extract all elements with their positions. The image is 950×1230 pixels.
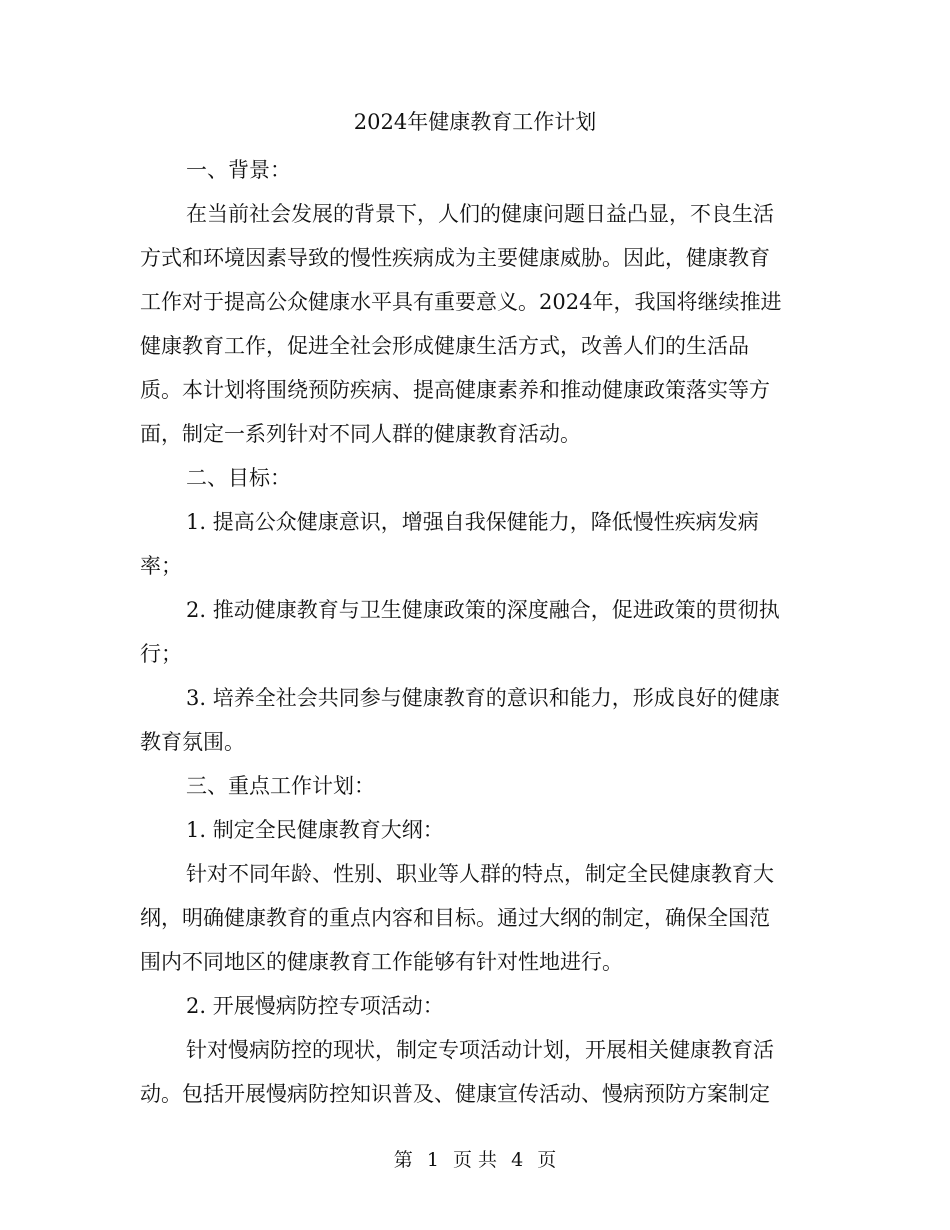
- total-pages-number: 4: [511, 1149, 524, 1171]
- paragraph-line: 3. 培养全社会共同参与健康教育的意识和能力，形成良好的健康: [186, 686, 780, 710]
- paragraph: [140, 588, 810, 676]
- current-page-number: 1: [426, 1149, 439, 1171]
- page-label-mid: 页 共: [452, 1149, 498, 1171]
- paragraph-line: 针对不同年龄、性别、职业等人群的特点，制定全民健康教育大: [186, 862, 774, 886]
- page-label-suffix: 页: [537, 1149, 557, 1171]
- page-footer: [0, 1145, 950, 1175]
- document-body: [140, 102, 810, 1116]
- paragraph: [140, 808, 810, 852]
- paragraph-line: 在当前社会发展的背景下，人们的健康问题日益凸显，不良生活: [186, 202, 774, 226]
- paragraph-line: 针对慢病防控的现状，制定专项活动计划，开展相关健康教育活: [186, 1038, 774, 1062]
- page-label-prefix: 第: [393, 1149, 413, 1171]
- paragraph-line: 教育氛围。: [140, 730, 245, 754]
- paragraph-line: 健康教育工作，促进全社会形成健康生活方式，改善人们的生活品: [140, 334, 749, 358]
- paragraph: [140, 148, 810, 192]
- paragraph-line: 质。本计划将围绕预防疾病、提高健康素养和推动健康政策落实等方: [140, 378, 770, 402]
- paragraph: [140, 764, 810, 808]
- paragraph-line: 2. 开展慢病防控专项活动：: [186, 994, 444, 1018]
- paragraph-line: 1. 制定全民健康教育大纲：: [186, 818, 444, 842]
- paragraph-line: 2. 推动健康教育与卫生健康政策的深度融合，促进政策的贯彻执: [186, 598, 780, 622]
- paragraph-line: 三、重点工作计划：: [186, 774, 375, 798]
- document-title: 2024年健康教育工作计划: [353, 110, 597, 134]
- paragraph-line: 行；: [140, 642, 182, 666]
- paragraph-line: 工作对于提高公众健康水平具有重要意义。2024年，我国将继续推进: [140, 290, 782, 314]
- paragraph-line: 率；: [140, 554, 182, 578]
- paragraph-list: [140, 148, 810, 1116]
- paragraph: [140, 852, 810, 984]
- paragraph: [140, 192, 810, 456]
- paragraph: [140, 500, 810, 588]
- paragraph-line: 1. 提高公众健康意识，增强自我保健能力，降低慢性疾病发病: [186, 510, 759, 534]
- paragraph: [140, 676, 810, 764]
- paragraph: [140, 1028, 810, 1116]
- paragraph-line: 一、背景：: [186, 158, 291, 182]
- paragraph: [140, 984, 810, 1028]
- paragraph: [140, 456, 810, 500]
- paragraph-line: 方式和环境因素导致的慢性疾病成为主要健康威胁。因此，健康教育: [140, 246, 770, 270]
- paragraph-line: 面，制定一系列针对不同人群的健康教育活动。: [140, 422, 581, 446]
- paragraph-line: 二、目标：: [186, 466, 291, 490]
- paragraph-line: 纲，明确健康教育的重点内容和目标。通过大纲的制定，确保全国范: [140, 906, 770, 930]
- paragraph-line: 围内不同地区的健康教育工作能够有针对性地进行。: [140, 950, 623, 974]
- paragraph-line: 动。包括开展慢病防控知识普及、健康宣传活动、慢病预防方案制定: [140, 1082, 770, 1106]
